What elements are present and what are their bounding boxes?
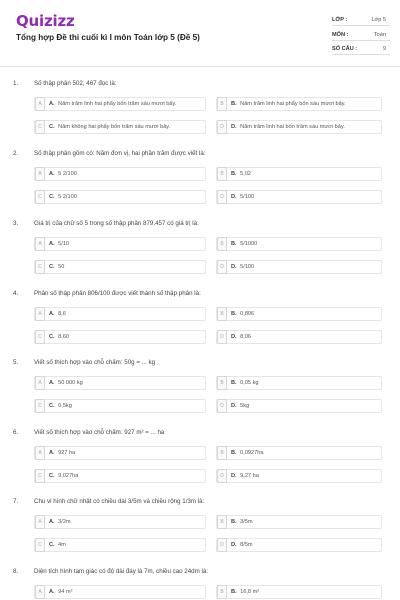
option-text: 8/5m [240,542,253,548]
option-box: C [35,120,45,134]
option-text: Năm trăm linh hai bốn trăm sáu mươi bảy. [240,124,345,130]
option-text: 50 [58,264,65,270]
option-box: D [217,260,227,274]
option-box: B [217,167,227,181]
question-text: Viết số thích hợp vào chỗ chấm: 50g = ... kg [34,359,156,366]
option-box: A [35,585,45,599]
option-letter: B. [231,589,237,595]
option-d[interactable] [216,260,382,274]
option-box: A [35,237,45,251]
question-text: Số thập phân gồm có: Năm đơn vị, hai phần trăm được viết là: [34,150,206,157]
option-box: D [217,469,227,483]
option-d[interactable] [216,120,382,134]
option-d[interactable] [216,469,382,483]
option-box: D [217,538,227,552]
option-c[interactable] [34,190,206,204]
option-box: B [217,515,227,529]
meta-key: LỚP : [332,17,348,23]
option-d[interactable] [216,330,382,344]
option-letter: B. [231,311,237,317]
option-box: B [217,307,227,321]
option-letter: B. [231,380,237,386]
option-b[interactable] [216,376,382,390]
option-text: 0,05 kg [240,380,259,386]
question-number: 1. [13,80,19,87]
option-a[interactable] [34,446,206,460]
option-text: Năm trăm linh hai phẩy bốn trăm sáu mươi bảy. [58,101,177,107]
option-box: B [217,237,227,251]
worksheet-header [0,0,400,66]
option-text: 94 m² [58,589,73,595]
option-b[interactable] [216,97,382,111]
option-d[interactable] [216,190,382,204]
quizizz-logo: Quizizz [16,12,75,30]
option-box: D [217,330,227,344]
option-b[interactable] [216,446,382,460]
question-text: Giá trị của chữ số 5 trong số thập phân 879,457 có giá trị là: [34,220,199,227]
meta-subject [332,29,390,41]
option-box: B [217,376,227,390]
meta-value: Toán [373,32,386,38]
option-box: B [217,97,227,111]
option-text: 8,6 [58,311,66,317]
question-text: Diện tích hình tam giác có độ dài đáy là 7m, chiều cao 24dm là: [34,568,209,575]
option-letter: A. [49,101,55,107]
page-title: Tổng hợp Đề thi cuối kì I môn Toán lớp 5 (Đề 5) [16,33,200,42]
option-text: 5/100 [240,194,255,200]
option-box: A [35,167,45,181]
option-b[interactable] [216,167,382,181]
meta-value: 9 [382,46,386,52]
option-b[interactable] [216,307,382,321]
option-letter: C. [49,473,55,479]
option-text: 5/100 [240,264,255,270]
option-text: 9,027ha [58,473,79,479]
option-letter: B. [231,241,237,247]
question-number: 5. [13,359,19,366]
option-text: 50 000 kg [58,380,83,386]
option-letter: D. [231,334,237,340]
option-letter: C. [49,264,55,270]
option-a[interactable] [34,97,206,111]
option-text: 5kg [240,403,250,409]
option-letter: A. [49,241,55,247]
option-c[interactable] [34,538,206,552]
option-text: 16,8 m² [240,589,260,595]
option-box: C [35,330,45,344]
question-number: 4. [13,290,19,297]
option-letter: C. [49,124,55,130]
option-text: 5 2/100 [58,171,77,177]
question-number: 6. [13,429,19,436]
meta-value: Lớp 5 [371,17,386,23]
option-b[interactable] [216,585,382,599]
option-letter: B. [231,450,237,456]
option-text: 5/10 [58,241,70,247]
option-letter: A. [49,311,55,317]
option-box: D [217,120,227,134]
question-text: Phân số thập phân 806/100 được viết thành số thập phân là: [34,290,201,297]
option-box: D [217,190,227,204]
option-box: A [35,376,45,390]
option-letter: C. [49,542,55,548]
meta-grade [332,14,390,26]
option-a[interactable] [34,585,206,599]
question-number: 2. [13,150,19,157]
option-d[interactable] [216,399,382,413]
option-text: 0,0927ha [240,450,264,456]
option-a[interactable] [34,376,206,390]
meta-question-count [332,43,390,55]
option-text: Năm trăm linh hai phẩy bốn sáu mươi bảy. [240,101,346,107]
option-box: B [217,446,227,460]
option-letter: A. [49,380,55,386]
option-a[interactable] [34,237,206,251]
option-letter: A. [49,519,55,525]
option-letter: B. [231,101,237,107]
option-text: 0,5kg [58,403,72,409]
question-text: Viết số thích hợp vào chỗ chấm: 927 m² = ... ha [34,429,165,436]
option-text: 8,60 [58,334,70,340]
option-letter: D. [231,473,237,479]
option-letter: A. [49,171,55,177]
option-letter: C. [49,403,55,409]
option-c[interactable] [34,330,206,344]
option-text: 9,27 ha [240,473,259,479]
option-box: A [35,446,45,460]
question-number: 3. [13,220,19,227]
option-box: C [35,260,45,274]
option-letter: B. [231,171,237,177]
question-text: Chu vi hình chữ nhật có chiều dài 3/5m và chiều rộng 1/3m là: [34,498,205,505]
option-letter: D. [231,542,237,548]
option-letter: D. [231,264,237,270]
option-c[interactable] [34,120,206,134]
option-box: C [35,469,45,483]
option-letter: A. [49,450,55,456]
option-c[interactable] [34,260,206,274]
option-box: A [35,97,45,111]
option-a[interactable] [34,167,206,181]
option-box: C [35,538,45,552]
option-letter: C. [49,194,55,200]
option-letter: B. [231,519,237,525]
option-text: 927 ha [58,450,76,456]
option-c[interactable] [34,399,206,413]
header-divider [0,66,400,67]
option-box: A [35,515,45,529]
option-letter: A. [49,589,55,595]
option-a[interactable] [34,515,206,529]
meta-key: SỐ CÂU : [332,46,358,52]
option-text: 5 2/100 [58,194,77,200]
option-box: C [35,190,45,204]
option-text: 5/1000 [240,241,258,247]
option-b[interactable] [216,237,382,251]
meta-key: MÔN : [332,32,349,38]
option-text: 8,06 [240,334,252,340]
option-c[interactable] [34,469,206,483]
option-d[interactable] [216,538,382,552]
option-b[interactable] [216,515,382,529]
option-box: D [217,399,227,413]
option-box: C [35,399,45,413]
option-text: 3/2m [58,519,71,525]
option-letter: C. [49,334,55,340]
question-number: 8. [13,568,19,575]
option-box: A [35,307,45,321]
option-text: 4m [58,542,66,548]
option-letter: D. [231,194,237,200]
option-text: 3/5m [240,519,253,525]
option-letter: D. [231,124,237,130]
option-letter: D. [231,403,237,409]
option-text: 0,806 [240,311,255,317]
option-text: Năm không hai phẩy bốn trăm sáu mươi bảy. [58,124,171,130]
question-number: 7. [13,498,19,505]
option-text: 5,02 [240,171,252,177]
option-a[interactable] [34,307,206,321]
question-text: Số thập phân 502, 467 đọc là: [34,80,117,87]
option-box: B [217,585,227,599]
